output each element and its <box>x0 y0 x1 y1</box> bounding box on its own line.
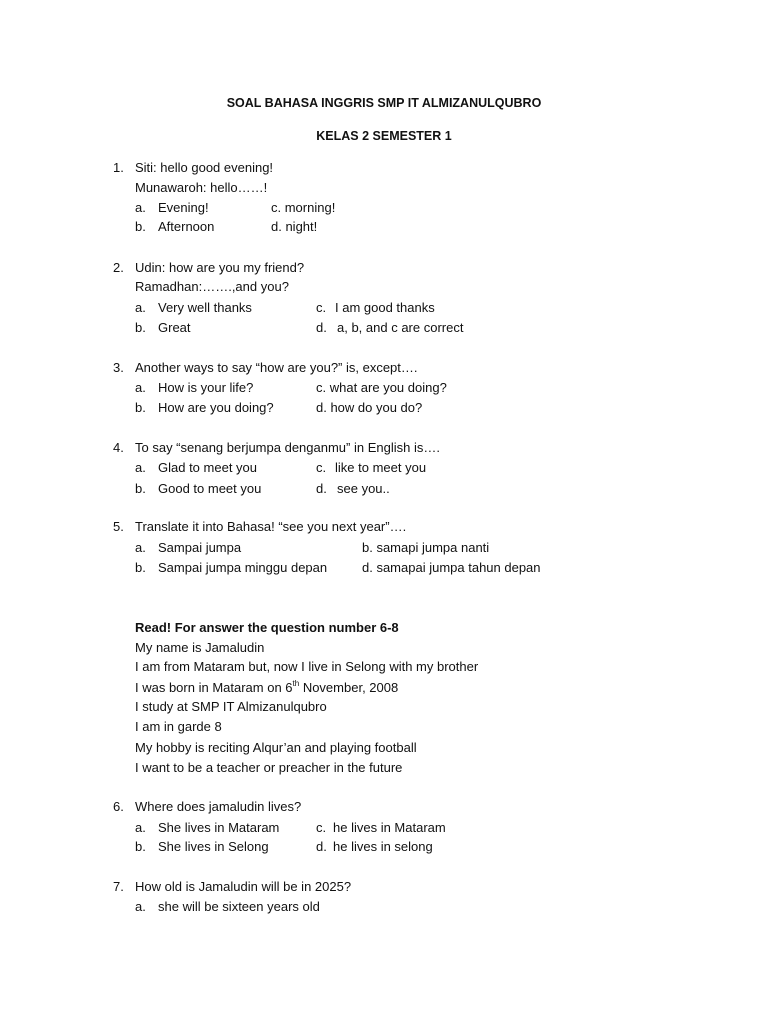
option-label: a. <box>135 200 146 215</box>
passage-line: I want to be a teacher or preacher in the future <box>135 760 403 775</box>
question-number: 2. <box>113 260 124 275</box>
option-c: c. morning! <box>271 200 336 215</box>
passage-line: My name is Jamaludin <box>135 640 265 655</box>
option-label: d. <box>316 839 327 854</box>
option-c: like to meet you <box>335 460 427 475</box>
option-b: Good to meet you <box>158 481 262 496</box>
option-label: a. <box>135 380 146 395</box>
option-c: I am good thanks <box>335 300 435 315</box>
question-number: 5. <box>113 519 124 534</box>
ordinal-superscript: th <box>292 678 300 688</box>
option-c: he lives in Mataram <box>333 820 446 835</box>
option-a: Very well thanks <box>158 300 252 315</box>
passage-text: I was born in Mataram on 6 <box>135 680 293 695</box>
passage-text: November, 2008 <box>299 680 399 695</box>
question-text: How old is Jamaludin will be in 2025? <box>135 879 352 894</box>
option-d: d. samapai jumpa tahun depan <box>362 560 541 575</box>
option-label: b. <box>135 219 146 234</box>
option-label: a. <box>135 540 146 555</box>
option-label: c. <box>316 460 327 475</box>
option-b: She lives in Selong <box>158 839 269 854</box>
question-text: Where does jamaludin lives? <box>135 799 302 814</box>
option-label: b. <box>135 839 146 854</box>
question-text: Munawaroh: hello……! <box>135 180 268 195</box>
option-b: How are you doing? <box>158 400 274 415</box>
option-b: Great <box>158 320 191 335</box>
passage-line <box>135 679 398 697</box>
question-number: 6. <box>113 799 124 814</box>
option-label: c. <box>316 300 327 315</box>
page-title: SOAL BAHASA INGGRIS SMP IT ALMIZANULQUBRO <box>226 96 542 110</box>
option-a: Glad to meet you <box>158 460 257 475</box>
option-c: b. samapi jumpa nanti <box>362 540 490 555</box>
option-a: She lives in Mataram <box>158 820 280 835</box>
option-label: a. <box>135 460 146 475</box>
option-d: d. night! <box>271 219 318 234</box>
option-d: d. how do you do? <box>316 400 423 415</box>
option-label: a. <box>135 899 146 914</box>
option-label: a. <box>135 820 146 835</box>
question-text: Siti: hello good evening! <box>135 160 274 175</box>
question-text: Udin: how are you my friend? <box>135 260 305 275</box>
question-text: To say “senang berjumpa denganmu” in English is…. <box>135 440 440 455</box>
option-d: he lives in selong <box>333 839 433 854</box>
option-b: Afternoon <box>158 219 215 234</box>
question-text: Ramadhan:…….,and you? <box>135 279 289 294</box>
passage-line: My hobby is reciting Alqur’an and playing football <box>135 740 417 755</box>
option-b: Sampai jumpa minggu depan <box>158 560 328 575</box>
reading-heading: Read! For answer the question number 6-8 <box>135 620 399 635</box>
option-label: d. <box>316 481 327 496</box>
option-label: b. <box>135 320 146 335</box>
page-subtitle: KELAS 2 SEMESTER 1 <box>316 129 452 143</box>
option-d: a, b, and c are correct <box>337 320 464 335</box>
question-text: Another ways to say “how are you?” is, except…. <box>135 360 418 375</box>
question-text: Translate it into Bahasa! “see you next year”…. <box>135 519 407 534</box>
option-a: she will be sixteen years old <box>158 899 320 914</box>
passage-line: I am in garde 8 <box>135 719 222 734</box>
option-label: d. <box>316 320 327 335</box>
option-label: a. <box>135 300 146 315</box>
option-label: c. <box>316 820 327 835</box>
option-d: see you.. <box>337 481 390 496</box>
option-label: b. <box>135 400 146 415</box>
question-number: 3. <box>113 360 124 375</box>
question-number: 7. <box>113 879 124 894</box>
option-a: Sampai jumpa <box>158 540 242 555</box>
option-a: How is your life? <box>158 380 254 395</box>
question-number: 1. <box>113 160 124 175</box>
option-a: Evening! <box>158 200 209 215</box>
passage-line: I study at SMP IT Almizanulqubro <box>135 699 327 714</box>
option-label: b. <box>135 481 146 496</box>
question-number: 4. <box>113 440 124 455</box>
option-label: b. <box>135 560 146 575</box>
passage-line: I am from Mataram but, now I live in Selong with my brother <box>135 659 479 674</box>
option-c: c. what are you doing? <box>316 380 447 395</box>
